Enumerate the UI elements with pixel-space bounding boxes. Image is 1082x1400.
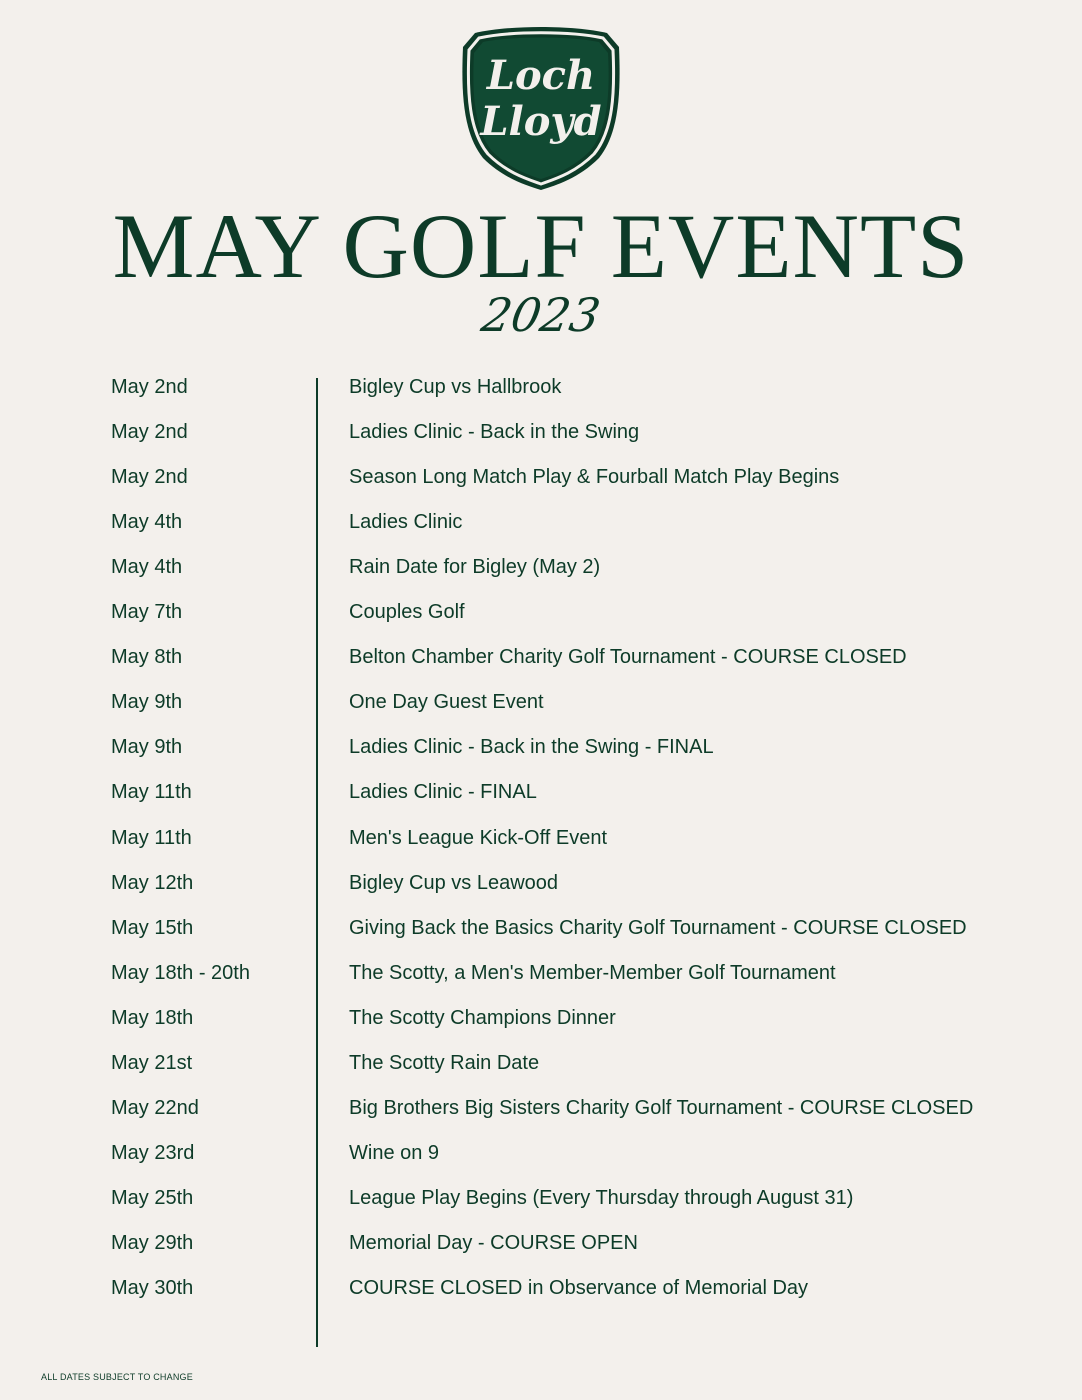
event-name: Rain Date for Bigley (May 2) bbox=[349, 556, 601, 579]
event-name: Ladies Clinic - FINAL bbox=[349, 781, 537, 804]
event-date: May 2nd bbox=[111, 376, 188, 398]
event-row bbox=[0, 500, 1082, 545]
event-name: The Scotty Champions Dinner bbox=[349, 1006, 616, 1029]
event-name: Big Brothers Big Sisters Charity Golf Tournament - COURSE CLOSED bbox=[349, 1096, 974, 1119]
event-name: Memorial Day - COURSE OPEN bbox=[349, 1231, 638, 1254]
event-row bbox=[0, 816, 1082, 861]
event-name: COURSE CLOSED in Observance of Memorial Day bbox=[349, 1277, 809, 1299]
event-row bbox=[0, 1131, 1082, 1176]
event-row bbox=[0, 1221, 1082, 1266]
event-name: Bigley Cup vs Hallbrook bbox=[349, 376, 562, 398]
event-date: May 21st bbox=[111, 1051, 193, 1074]
event-date: May 23rd bbox=[111, 1141, 195, 1164]
event-date: May 2nd bbox=[111, 466, 188, 489]
event-row bbox=[0, 635, 1082, 680]
event-date: May 18th - 20th bbox=[111, 961, 250, 984]
event-name: One Day Guest Event bbox=[349, 691, 544, 714]
event-row bbox=[0, 1086, 1082, 1131]
event-name: The Scotty Rain Date bbox=[349, 1051, 540, 1074]
event-date: May 11th bbox=[111, 826, 192, 849]
event-row bbox=[0, 770, 1082, 815]
footnote: ALL DATES SUBJECT TO CHANGE bbox=[41, 1372, 193, 1382]
event-name: Ladies Clinic - Back in the Swing bbox=[349, 421, 640, 444]
event-row bbox=[0, 455, 1082, 500]
event-date: May 29th bbox=[111, 1231, 194, 1254]
event-row bbox=[0, 1041, 1082, 1086]
event-date: May 11th bbox=[111, 781, 192, 804]
event-name: Giving Back the Basics Charity Golf Tournament - COURSE CLOSED bbox=[349, 916, 967, 939]
event-date: May 12th bbox=[111, 871, 194, 894]
event-name: League Play Begins (Every Thursday through August 31) bbox=[349, 1186, 854, 1209]
event-row bbox=[0, 996, 1082, 1041]
event-name: The Scotty, a Men's Member-Member Golf Tournament bbox=[349, 961, 836, 984]
event-row bbox=[0, 545, 1082, 590]
event-name: Couples Golf bbox=[349, 601, 465, 624]
event-row bbox=[0, 906, 1082, 951]
event-name: Season Long Match Play & Fourball Match Play Begins bbox=[349, 466, 840, 489]
event-date: May 8th bbox=[111, 646, 183, 669]
event-row bbox=[0, 951, 1082, 996]
event-row bbox=[0, 1176, 1082, 1221]
event-date: May 4th bbox=[111, 511, 183, 534]
event-name: Bigley Cup vs Leawood bbox=[349, 871, 559, 894]
event-date: May 9th bbox=[111, 736, 183, 759]
event-date: May 30th bbox=[111, 1277, 194, 1299]
event-name: Wine on 9 bbox=[349, 1141, 440, 1164]
event-name: Belton Chamber Charity Golf Tournament - COURSE CLOSED bbox=[349, 646, 907, 669]
event-row bbox=[0, 725, 1082, 770]
event-row bbox=[0, 365, 1082, 410]
event-name: Men's League Kick-Off Event bbox=[349, 826, 608, 849]
event-date: May 25th bbox=[111, 1186, 194, 1209]
event-row bbox=[0, 410, 1082, 455]
page-title: MAY GOLF EVENTS bbox=[112, 195, 970, 297]
logo-line-2: Lloyd bbox=[480, 98, 602, 145]
event-name: Ladies Clinic - Back in the Swing - FINAL bbox=[349, 736, 714, 759]
event-date: May 22nd bbox=[111, 1096, 199, 1119]
event-row bbox=[0, 590, 1082, 635]
event-date: May 4th bbox=[111, 556, 183, 579]
event-date: May 9th bbox=[111, 691, 183, 714]
event-row bbox=[0, 861, 1082, 906]
year-subtitle: 2023 bbox=[477, 288, 605, 342]
event-row bbox=[0, 1266, 1082, 1311]
logo-line-1: Loch bbox=[486, 52, 596, 99]
event-name: Ladies Clinic bbox=[349, 511, 463, 534]
event-row bbox=[0, 680, 1082, 725]
event-date: May 7th bbox=[111, 601, 183, 624]
event-date: May 18th bbox=[111, 1006, 194, 1029]
event-date: May 15th bbox=[111, 916, 194, 939]
event-date: May 2nd bbox=[111, 421, 188, 444]
